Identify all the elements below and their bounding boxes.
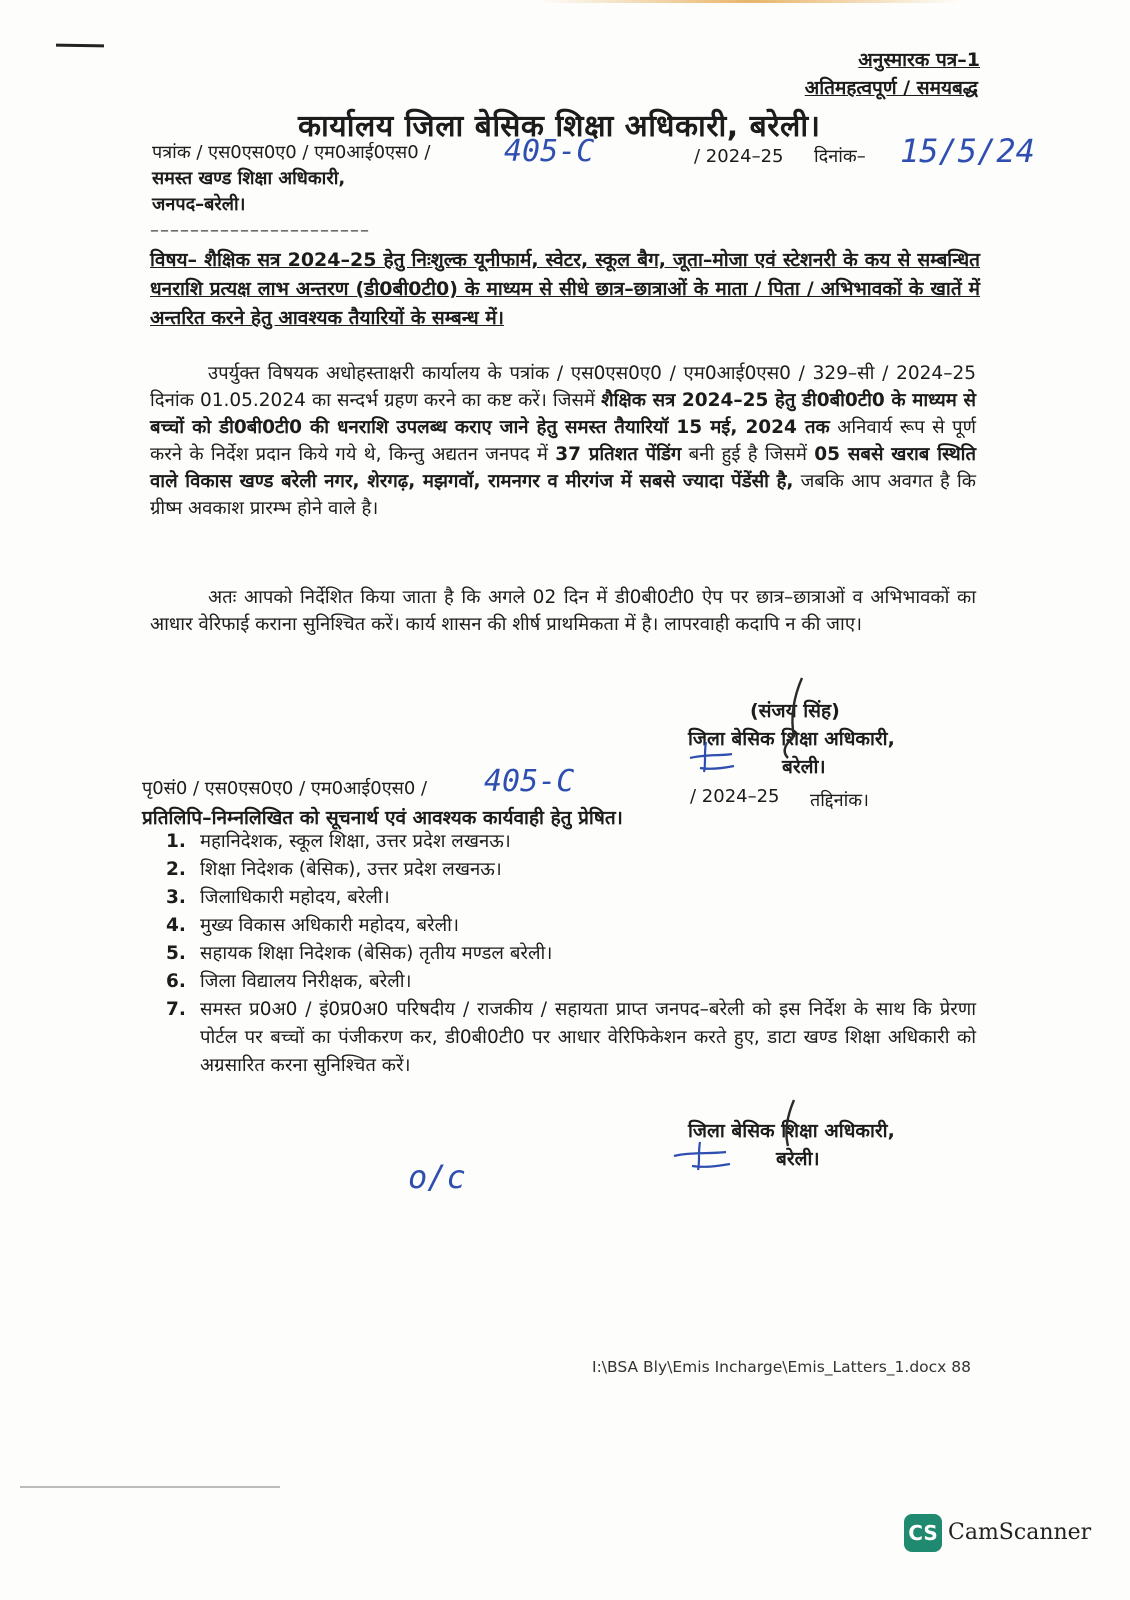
priority-label: अतिमहत्वपूर्ण / समयबद्ध <box>804 77 978 99</box>
letter-year: / 2024–25 <box>694 146 784 167</box>
list-item-number: 1. <box>166 831 186 852</box>
list-item <box>166 912 976 940</box>
pen-mark <box>56 44 104 48</box>
addressee-line2: जनपद–बरेली। <box>152 194 246 215</box>
addressee-line1: समस्त खण्ड शिक्षा अधिकारी, <box>152 168 346 189</box>
para1-g: जबकि आप अवगत है कि ग्रीष्म अवकाश प्रारम्भ होने वाले है। <box>150 471 976 519</box>
list-item <box>166 884 976 912</box>
list-item-number: 2. <box>166 859 186 880</box>
endorsement-number-handwritten: 405-C <box>484 764 575 799</box>
reminder-label: अनुस्मारक पत्र–1 <box>858 49 980 71</box>
list-item-text: जिला विद्यालय निरीक्षक, बरेली। <box>200 971 412 992</box>
signatory-name: (संजय सिंह) <box>750 700 840 722</box>
endorsement-year: / 2024–25 <box>690 786 780 807</box>
scan-edge-line <box>540 0 960 3</box>
endorsement-heading: प्रतिलिपि–निम्नलिखित को सूचनार्थ एवं आवश्यक कार्यवाही हेतु प्रेषित। <box>142 807 623 829</box>
list-item <box>166 828 976 856</box>
list-item-text: समस्त प्र0अ0 / इं0प्र0अ0 परिषदीय / राजकीय / सहायता प्राप्त जनपद–बरेली को इस निर्देश के साथ कि प्रेरणा पोर्टल पर बच्चों का पंजीकरण कर, डी0बी0टी0 पर आधार वेरिफिकेशन करते हुए, डाटा खण्ड शिक्षा अधिकारी को अग्रसारित करना सुनिश्चित करें। <box>200 999 976 1076</box>
signatory-2-place: बरेली। <box>776 1148 820 1170</box>
list-item-text: शिक्षा निदेशक (बेसिक), उत्तर प्रदेश लखनऊ। <box>200 859 502 880</box>
para1-e: बनी हुई है जिसमें <box>681 444 815 465</box>
file-path: I:\BSA Bly\Emis Incharge\Emis_Latters_1.docx 88 <box>592 1358 972 1376</box>
para1-d: 37 प्रतिशत पेंडिंग <box>555 444 682 465</box>
camscanner-logo-icon: CS <box>904 1514 942 1552</box>
handwritten-oc: o/c <box>408 1158 466 1196</box>
para1-c: अनिवार्य रूप से पूर्ण करने के निर्देश प्रदान किये गये थे, किन्तु अद्यतन जनपद में <box>150 417 977 465</box>
signatory-place: बरेली। <box>782 756 826 778</box>
list-item-text: मुख्य विकास अधिकारी महोदय, बरेली। <box>200 915 459 936</box>
list-item-number: 6. <box>166 971 186 992</box>
list-item <box>166 968 976 996</box>
para1-a: उपर्युक्त विषयक अधोहस्ताक्षरी कार्यालय के पत्रांक / एस0एस0ए0 / एम0आई0एस0 / 329–सी / 2024–25 दिनांक 01.05.2024 का सन्दर्भ ग्रहण करने का कष्ट करें। जिसमें <box>150 363 976 411</box>
list-item-number: 3. <box>166 887 186 908</box>
list-item <box>166 940 976 968</box>
signatory-2-designation: जिला बेसिक शिक्षा अधिकारी, <box>688 1120 895 1142</box>
list-item-number: 4. <box>166 915 186 936</box>
separator: –––––––––––––––––––––– <box>150 220 370 241</box>
signatory-designation: जिला बेसिक शिक्षा अधिकारी, <box>688 728 895 750</box>
body-paragraph-1 <box>150 360 976 522</box>
list-item-number: 5. <box>166 943 186 964</box>
bottom-divider <box>20 1486 280 1488</box>
signature-2-scribble <box>666 1096 826 1176</box>
camscanner-brand: CamScanner <box>948 1520 1092 1545</box>
list-item-text: जिलाधिकारी महोदय, बरेली। <box>200 887 390 908</box>
list-item-number: 7. <box>166 999 186 1020</box>
para1-b: शैक्षिक सत्र 2024–25 हेतु डी0बी0टी0 के माध्यम से बच्चों को डी0बी0टी0 की धनराशि उपलब्ध कराए जाने हेतु समस्त तैयारियॉ 15 मई, 2024 तक <box>150 390 976 438</box>
letter-number-handwritten: 405-C <box>504 134 595 169</box>
list-item <box>166 996 976 1080</box>
signature-1-scribble <box>676 672 826 782</box>
list-item <box>166 856 976 884</box>
list-item-text: महानिदेशक, स्कूल शिक्षा, उत्तर प्रदेश लखनऊ। <box>200 831 511 852</box>
endorsement-prefix: पृ0सं0 / एस0एस0ए0 / एम0आई0एस0 / <box>142 778 428 799</box>
para1-f: 05 सबसे खराब स्थिति वाले विकास खण्ड बरेली नगर, शेरगढ़, मझगवॉ, रामनगर व मीरगंज में सबसे ज्यादा पेंडेंसी है, <box>150 444 976 492</box>
body-paragraph-2: अतः आपको निर्देशित किया जाता है कि अगले 02 दिन में डी0बी0टी0 ऐप पर छात्र–छात्राओं व अभिभावकों का आधार वेरिफाई कराना सुनिश्चित करें। कार्य शासन की शीर्ष प्राथमिकता में है। लापरवाही कदापि न की जाए। <box>150 587 976 635</box>
recipients-list <box>166 828 976 1080</box>
office-title: कार्यालय जिला बेसिक शिक्षा अधिकारी, बरेली। <box>298 109 821 144</box>
subject: विषय– शैक्षिक सत्र 2024–25 हेतु निःशुल्क यूनीफार्म, स्वेटर, स्कूल बैग, जूता–मोजा एवं स्टेशनरी के कय से सम्बन्धित धनराशि प्रत्यक्ष लाभ अन्तरण (डी0बी0टी0) के माध्यम से सीधे छात्र–छात्राओं के माता / पिता / अभिभावकों के खातें में अन्तरित करने हेतु आवश्यक तैयारियों के सम्बन्ध में। <box>150 249 980 329</box>
letter-ref-prefix: पत्रांक / एस0एस0ए0 / एम0आई0एस0 / <box>152 142 431 163</box>
date-handwritten: 15/5/24 <box>900 132 1035 170</box>
date-label: दिनांक– <box>814 146 866 167</box>
list-item-text: सहायक शिक्षा निदेशक (बेसिक) तृतीय मण्डल बरेली। <box>200 943 553 964</box>
endorsement-date: तद्दिनांक। <box>810 790 869 811</box>
